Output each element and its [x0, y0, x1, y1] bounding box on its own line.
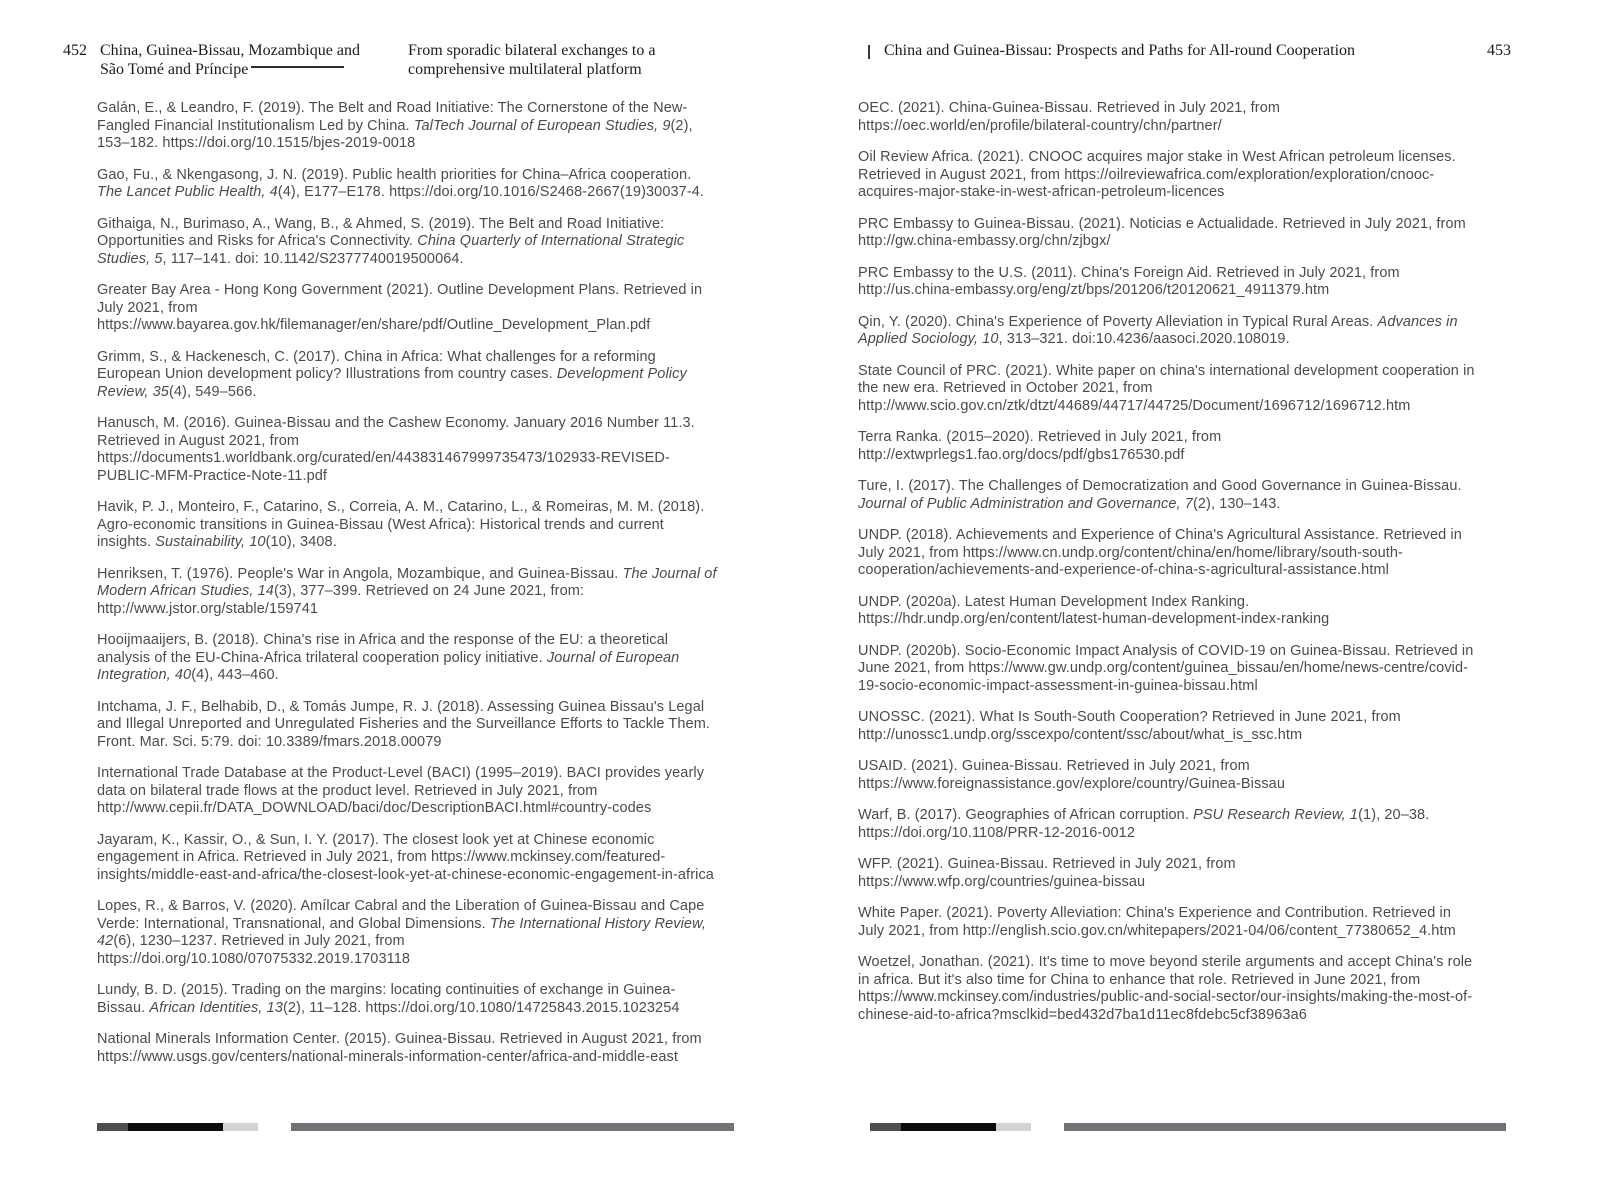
reference-entry: Grimm, S., & Hackenesch, C. (2017). China in Africa: What challenges for a reforming European Union development policy? Illustrations from country cases. Development Policy Review, 35(4), 549–566.: [97, 348, 687, 400]
footer-bar-segment-light: [223, 1123, 258, 1131]
right-running-title: China and Guinea-Bissau: Prospects and Paths for All-round Cooperation: [884, 42, 1356, 59]
footer-bar-segment-light: [996, 1123, 1031, 1131]
right-page-footer-bar: [870, 1123, 1506, 1131]
reference-entry: PRC Embassy to Guinea-Bissau. (2021). Noticias e Actualidade. Retrieved in July 2021, from http://gw.china-embassy.org/chn/zjbgx/: [858, 215, 1466, 249]
section-title-line2: comprehensive multilateral platform: [408, 61, 642, 78]
reference-entry: OEC. (2021). China-Guinea-Bissau. Retrieved in July 2021, from https://oec.world/en/profile/bilateral-country/chn/partner/: [858, 100, 1281, 134]
reference-entry: Jayaram, K., Kassir, O., & Sun, I. Y. (2017). The closest look yet at Chinese economic engagement in Africa. Retrieved in July 2021, from https://www.mckinsey.com/featured-insights/middle-east-and-africa/the-closest-look-yet-at-chinese-economic-engagement-in-africa: [97, 831, 714, 883]
footer-bar-gap: [1031, 1123, 1064, 1131]
left-running-title: [100, 41, 360, 79]
reference-entry: USAID. (2021). Guinea-Bissau. Retrieved in July 2021, from https://www.foreignassistance.gov/explore/country/Guinea-Bissau: [858, 758, 1286, 792]
footer-bar-long: [1064, 1123, 1506, 1131]
left-page-number: 452: [63, 42, 87, 59]
references-column-right: [858, 100, 1481, 1038]
reference-entry: Hanusch, M. (2016). Guinea-Bissau and the Cashew Economy. January 2016 Number 11.3. Retrieved in August 2021, from https://documents1.worldbank.org/curated/en/443831467999735473/102933-REVISED-PUBLIC-MFM-Practice-Note-11.pdf: [97, 415, 695, 484]
reference-entry: Hooijmaaijers, B. (2018). China's rise in Africa and the response of the EU: a theoretical analysis of the EU-China-Africa trilateral cooperation policy initiative. Journal of European Integration, 40(4), 443–460.: [97, 632, 680, 683]
reference-entry: Woetzel, Jonathan. (2021). It's time to move beyond sterile arguments and accept China's role in africa. But it's also time for China to enhance that role. Retrieved in June 2021, from https://www.mckinsey.com/industries/public-and-social-sector/our-insights/making-the-most-of-chinese-aid-to-africa?msclkid=bed432d7ba1d11ec8fdebc5cf38963a6: [858, 954, 1473, 1023]
reference-entry: White Paper. (2021). Poverty Alleviation: China's Experience and Contribution. Retrieved in July 2021, from http://english.scio.gov.cn/whitepapers/2021-04/06/content_77380652_4.htm: [858, 905, 1456, 939]
reference-entry: State Council of PRC. (2021). White paper on china's international development cooperation in the new era. Retrieved in October 2021, from http://www.scio.gov.cn/ztk/dtzt/44689/44717/44725/Document/1696712/1696712.htm: [858, 362, 1475, 414]
footer-bar-segment-black: [901, 1123, 996, 1131]
left-running-title-line1: China, Guinea-Bissau, Mozambique and: [100, 42, 360, 59]
right-page-number: 453: [1487, 42, 1511, 59]
reference-entry: Lundy, B. D. (2015). Trading on the margins: locating continuities of exchange in Guinea-Bissau. African Identities, 13(2), 11–128. https://doi.org/10.1080/14725843.2015.1023254: [97, 982, 680, 1016]
header-divider-bar: [868, 45, 870, 59]
reference-entry: WFP. (2021). Guinea-Bissau. Retrieved in July 2021, from https://www.wfp.org/countries/guinea-bissau: [858, 856, 1236, 890]
references-column-left: [97, 100, 720, 1080]
footer-bar-long: [291, 1123, 734, 1131]
reference-entry: Gao, Fu., & Nkengasong, J. N. (2019). Public health priorities for China–Africa cooperation. The Lancet Public Health, 4(4), E177–E178. https://doi.org/10.1016/S2468-2667(19)30037-4.: [97, 166, 705, 200]
reference-entry: Havik, P. J., Monteiro, F., Catarino, S., Correia, A. M., Catarino, L., & Romeiras, M. M. (2018). Agro-economic transitions in Guinea-Bissau (West Africa): Historical trends and current insights. Sustainability, 10(10), 3408.: [97, 499, 705, 550]
left-page-footer-bar: [97, 1123, 734, 1131]
reference-entry: Greater Bay Area - Hong Kong Government (2021). Outline Development Plans. Retrieved in July 2021, from https://www.bayarea.gov.hk/filemanager/en/share/pdf/Outline_Development_Plan.pdf: [97, 282, 703, 333]
footer-bar-gap: [258, 1123, 291, 1131]
reference-entry: Githaiga, N., Burimaso, A., Wang, B., & Ahmed, S. (2019). The Belt and Road Initiative: Opportunities and Risks for Africa's Connectivity. China Quarterly of International Strategic Studies, 5, 117–141. doi: 10.1142/S2377740019500064.: [97, 215, 685, 267]
reference-entry: Terra Ranka. (2015–2020). Retrieved in July 2021, from http://extwprlegs1.fao.org/docs/pdf/gbs176530.pdf: [858, 429, 1222, 463]
section-title: [408, 41, 655, 79]
reference-entry: National Minerals Information Center. (2015). Guinea-Bissau. Retrieved in August 2021, from https://www.usgs.gov/centers/national-minerals-information-center/africa-and-middle-east: [97, 1031, 702, 1065]
reference-entry: Warf, B. (2017). Geographies of African corruption. PSU Research Review, 1(1), 20–38. https://doi.org/10.1108/PRR-12-2016-0012: [858, 807, 1430, 841]
section-title-line1: From sporadic bilateral exchanges to a: [408, 42, 656, 59]
reference-entry: Galán, E., & Leandro, F. (2019). The Belt and Road Initiative: The Cornerstone of the New-Fangled Financial Institutionalism Led by China. TalTech Journal of European Studies, 9(2), 153–182. https://doi.org/10.1515/bjes-2019-0018: [97, 100, 693, 151]
reference-entry: UNOSSC. (2021). What Is South-South Cooperation? Retrieved in June 2021, from http://unossc1.undp.org/sscexpo/content/ssc/about/what_is_ssc.htm: [858, 709, 1401, 743]
reference-entry: Intchama, J. F., Belhabib, D., & Tomás Jumpe, R. J. (2018). Assessing Guinea Bissau's Legal and Illegal Unreported and Unregulated Fisheries and the Surveillance Efforts to Tackle Them. Front. Mar. Sci. 5:79. doi: 10.3389/fmars.2018.00079: [97, 698, 711, 750]
title-rule: [251, 66, 344, 68]
reference-entry: UNDP. (2018). Achievements and Experience of China's Agricultural Assistance. Retrieved in July 2021, from https://www.cn.undp.org/content/china/en/home/library/south-south-cooperation/achievements-and-experience-of-china-s-agricultural-assistance.html: [858, 527, 1462, 578]
reference-entry: Oil Review Africa. (2021). CNOOC acquires major stake in West African petroleum licenses. Retrieved in August 2021, from https://oilreviewafrica.com/exploration/exploration/cnooc-acquires-major-stake-in-west-african-petroleum-licences: [858, 149, 1456, 200]
reference-entry: Ture, I. (2017). The Challenges of Democratization and Good Governance in Guinea-Bissau. Journal of Public Administration and Governance, 7(2), 130–143.: [858, 478, 1462, 512]
footer-bar-segment-dark: [97, 1123, 128, 1131]
reference-entry: Qin, Y. (2020). China's Experience of Poverty Alleviation in Typical Rural Areas. Advances in Applied Sociology, 10, 313–321. doi:10.4236/aasoci.2020.108019.: [858, 313, 1458, 347]
reference-entry: PRC Embassy to the U.S. (2011). China's Foreign Aid. Retrieved in July 2021, from http://us.china-embassy.org/eng/zt/bps/201206/t20120621_4911379.htm: [858, 264, 1400, 298]
reference-entry: Lopes, R., & Barros, V. (2020). Amílcar Cabral and the Liberation of Guinea-Bissau and Cape Verde: International, Transnational, and Global Dimensions. The International History Review, 42(6), 1230–1237. Retrieved in July 2021, from https://doi.org/10.1080/07075332.2019.1703118: [97, 898, 706, 967]
reference-entry: UNDP. (2020a). Latest Human Development Index Ranking. https://hdr.undp.org/en/content/latest-human-development-index-ranking: [858, 593, 1330, 627]
footer-bar-segment-dark: [870, 1123, 901, 1131]
reference-entry: UNDP. (2020b). Socio-Economic Impact Analysis of COVID-19 on Guinea-Bissau. Retrieved in June 2021, from https://www.gw.undp.org/content/guinea_bissau/en/home/news-centre/covid-19-socio-economic-impact-assessment-in-guinea-bissau.html: [858, 642, 1474, 694]
footer-bar-segment-black: [128, 1123, 223, 1131]
reference-entry: Henriksen, T. (1976). People's War in Angola, Mozambique, and Guinea-Bissau. The Journal of Modern African Studies, 14(3), 377–399. Retrieved on 24 June 2021, from: http://www.jstor.org/stable/159741: [97, 565, 717, 617]
reference-entry: International Trade Database at the Product-Level (BACI) (1995–2019). BACI provides yearly data on bilateral trade flows at the product level. Retrieved in July 2021, from http://www.cepii.fr/DATA_DOWNLOAD/baci/doc/DescriptionBACI.html#country-codes: [97, 765, 705, 816]
left-running-title-line2: São Tomé and Príncipe: [100, 61, 249, 78]
